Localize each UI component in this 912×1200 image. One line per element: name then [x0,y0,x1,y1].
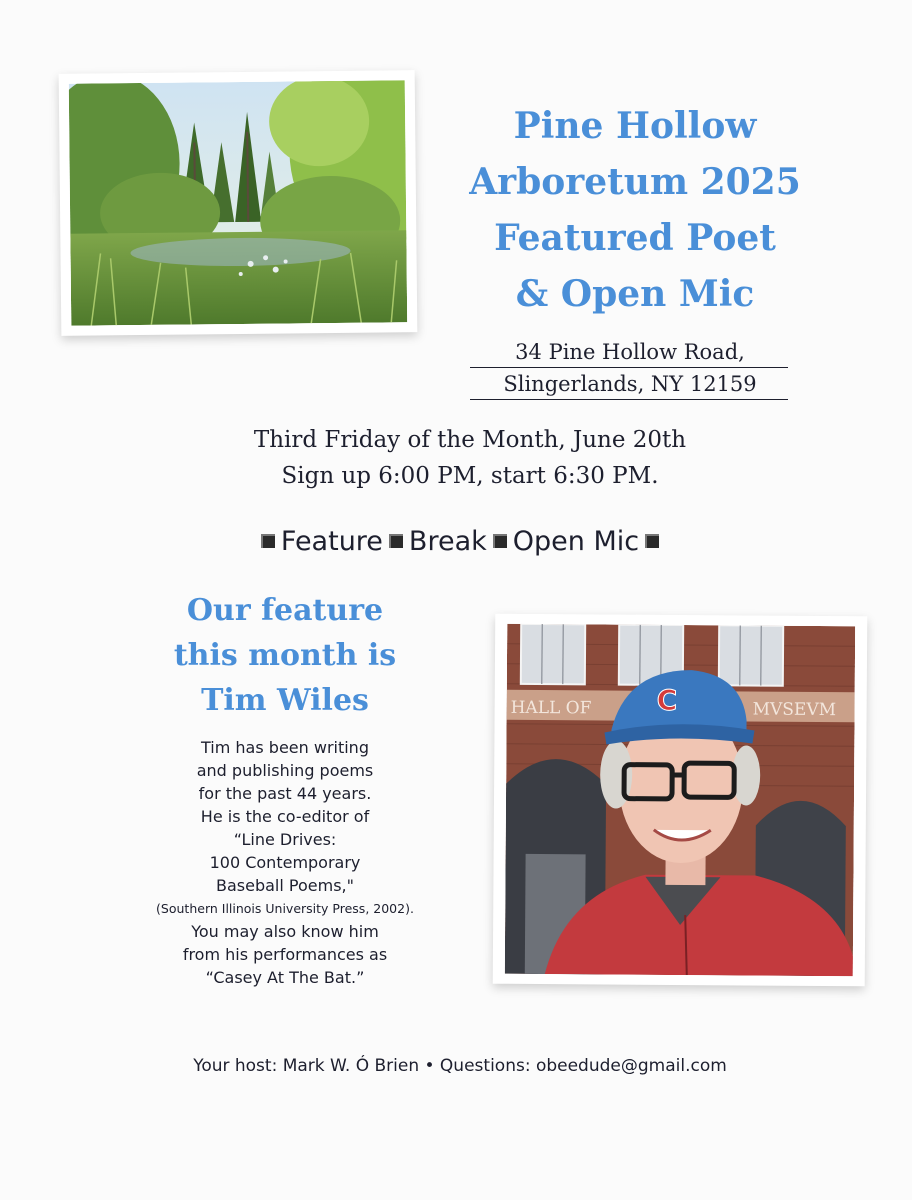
landscape-photo [59,70,418,336]
forest-pond-image [69,80,408,326]
date-line: Third Friday of the Month, June 20th [253,427,687,453]
square-bullet-icon [493,534,507,548]
event-schedule [150,522,770,562]
square-bullet-icon [645,534,659,548]
bio-line: “Casey At The Bat.” [205,968,365,987]
title-line: Arboretum 2025 [469,161,801,203]
schedule-item: Open Mic [512,526,640,557]
cap-logo-icon: C [656,683,678,717]
bio-line: for the past 44 years. [198,784,372,803]
title-line: Pine Hollow [513,105,757,147]
event-title [425,98,845,322]
address-line: Slingerlands, NY 12159 [503,372,757,396]
poet-bio [90,736,480,989]
sign-text-left: HALL OF [510,697,592,719]
feature-heading [120,588,450,723]
address-underline [470,399,788,400]
bio-line: He is the co-editor of [200,807,370,826]
feature-heading-line: this month is [173,638,397,673]
feature-heading-line: Our feature [186,593,384,628]
bio-line: 100 Contemporary [209,853,361,872]
portrait-image [505,624,855,976]
event-datetime [140,422,800,494]
venue-address [470,336,790,400]
bio-line: Tim has been writing [201,738,369,757]
poet-photo [493,614,868,987]
schedule-item: Feature [280,526,383,557]
address-underline [470,367,788,368]
title-line: Featured Poet [494,217,776,259]
square-bullet-icon [389,534,403,548]
feature-heading-line: Tim Wiles [201,683,369,718]
title-line: & Open Mic [515,273,755,315]
bio-line: from his performances as [182,945,388,964]
bio-line: (Southern Illinois University Press, 2002). [156,901,414,916]
bio-line: Baseball Poems," [216,876,354,895]
bio-line: You may also know him [191,922,379,941]
square-bullet-icon [261,534,275,548]
host-contact: Your host: Mark W. Ó Brien • Questions: obeedude@gmail.com [193,1056,727,1076]
bio-line: “Line Drives: [233,830,337,849]
sign-text-right: MVSEVM [752,699,837,721]
schedule-item: Break [408,526,487,557]
bio-line: and publishing poems [196,761,374,780]
time-line: Sign up 6:00 PM, start 6:30 PM. [281,463,659,489]
address-line: 34 Pine Hollow Road, [515,340,745,364]
